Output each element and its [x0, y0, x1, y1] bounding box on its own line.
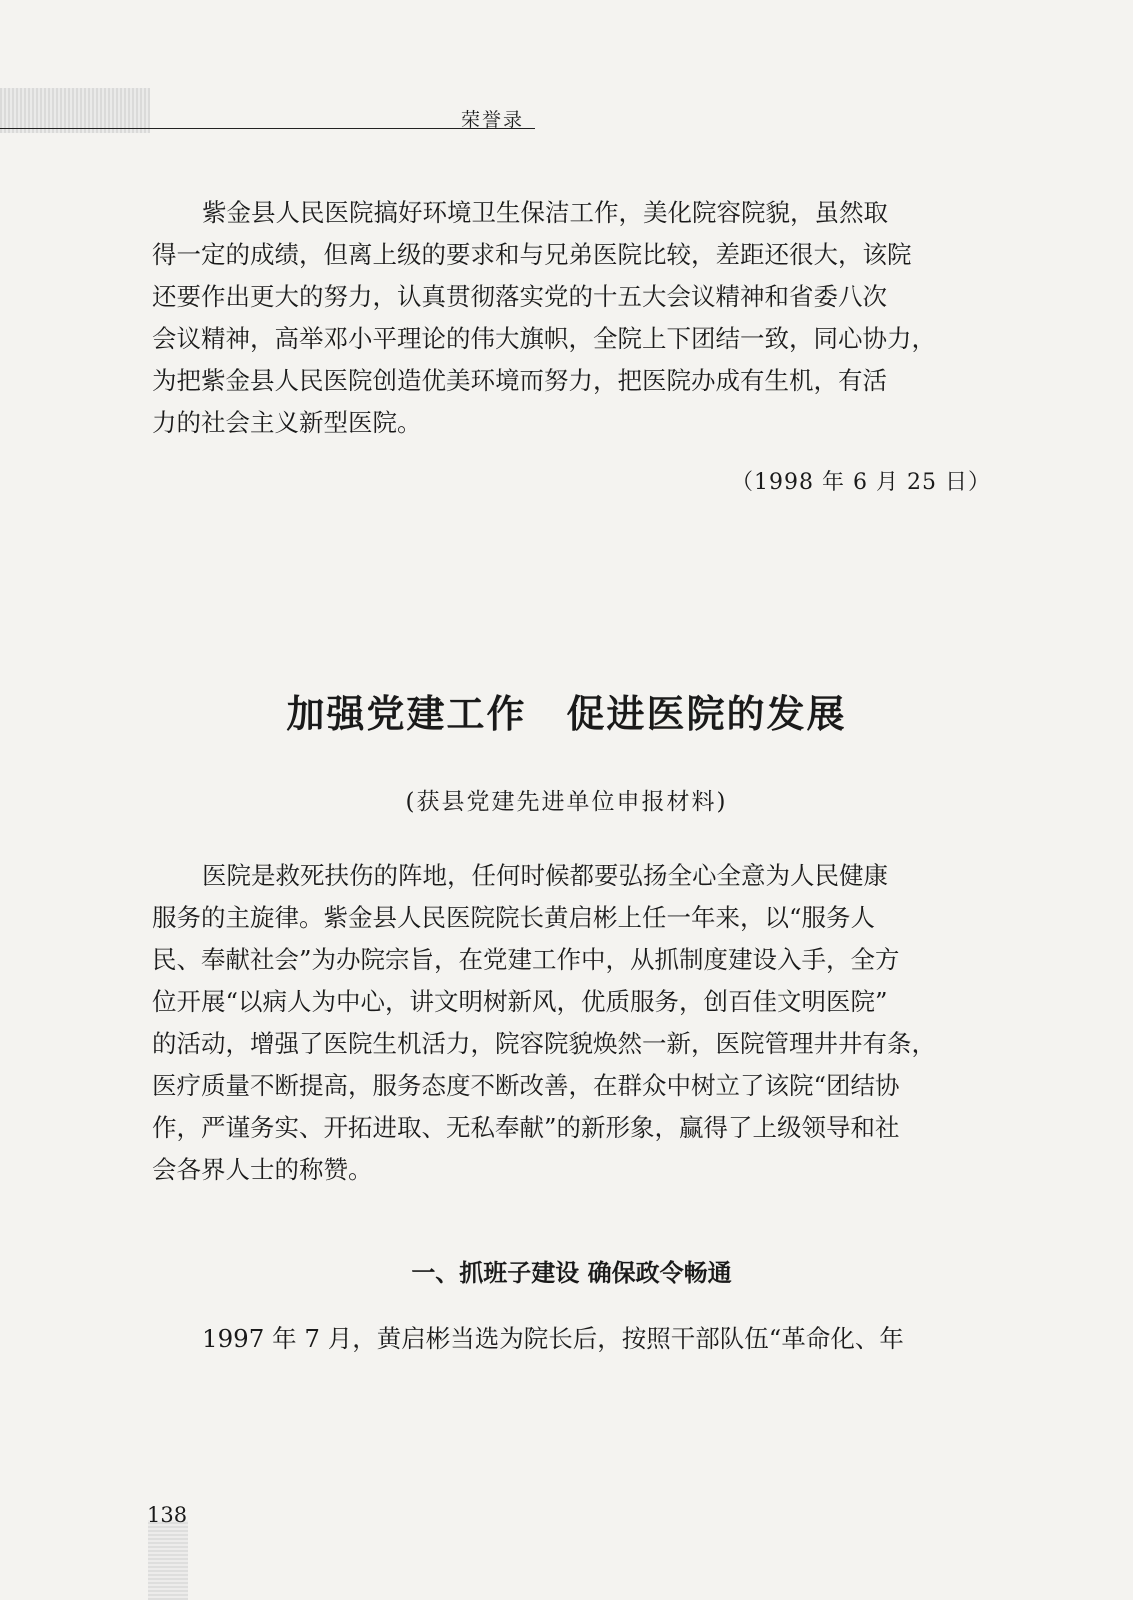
scan-shading-bottom: [148, 1520, 188, 1600]
body-line: 医疗质量不断提高，服务态度不断改善，在群众中树立了该院“团结协: [152, 1071, 900, 1100]
intro-line: 还要作出更大的努力，认真贯彻落实党的十五大会议精神和省委八次: [152, 282, 887, 311]
intro-line: 会议精神，高举邓小平理论的伟大旗帜，全院上下团结一致，同心协力，: [152, 324, 936, 353]
body-line: 作，严谨务实、开拓进取、无私奉献”的新形象，赢得了上级领导和社: [152, 1113, 900, 1142]
body-line: 的活动，增强了医院生机活力，院容院貌焕然一新，医院管理井井有条，: [152, 1029, 936, 1058]
body-line: 服务的主旋律。紫金县人民医院院长黄启彬上任一年来，以“服务人: [152, 903, 876, 932]
scan-shading-top: [0, 88, 150, 133]
body-line: 民、奉献社会”为办院宗旨，在党建工作中，从抓制度建设入手，全方: [152, 945, 900, 974]
body-line: 位开展“以病人为中心，讲文明树新风，优质服务，创百佳文明医院”: [152, 987, 888, 1016]
intro-line: 力的社会主义新型医院。: [152, 408, 422, 437]
header-rule: [0, 128, 535, 129]
intro-line: 得一定的成绩，但离上级的要求和与兄弟医院比较，差距还很大，该院: [152, 240, 912, 269]
article-body-paragraph: [152, 855, 994, 1191]
section-line: 1997 年 7 月，黄启彬当选为院长后，按照干部队伍“革命化、年: [202, 1324, 904, 1353]
running-header: 荣誉录: [461, 109, 525, 131]
body-line: 医院是救死扶伤的阵地，任何时候都要弘扬全心全意为人民健康: [202, 861, 888, 890]
intro-line: 紫金县人民医院搞好环境卫生保洁工作，美化院容院貌，虽然取: [202, 198, 888, 227]
page-number: 138: [147, 1503, 188, 1527]
section-paragraph: [152, 1318, 994, 1360]
intro-date: （1998 年 6 月 25 日）: [731, 470, 991, 495]
intro-paragraph: [152, 192, 994, 444]
section-heading: 一、抓班子建设 确保政令畅通: [411, 1259, 732, 1287]
article-subtitle: (获县党建先进单位申报材料): [405, 789, 728, 815]
body-line: 会各界人士的称赞。: [152, 1155, 373, 1184]
intro-line: 为把紫金县人民医院创造优美环境而努力，把医院办成有生机，有活: [152, 366, 887, 395]
article-title: 加强党建工作 促进医院的发展: [286, 691, 847, 736]
